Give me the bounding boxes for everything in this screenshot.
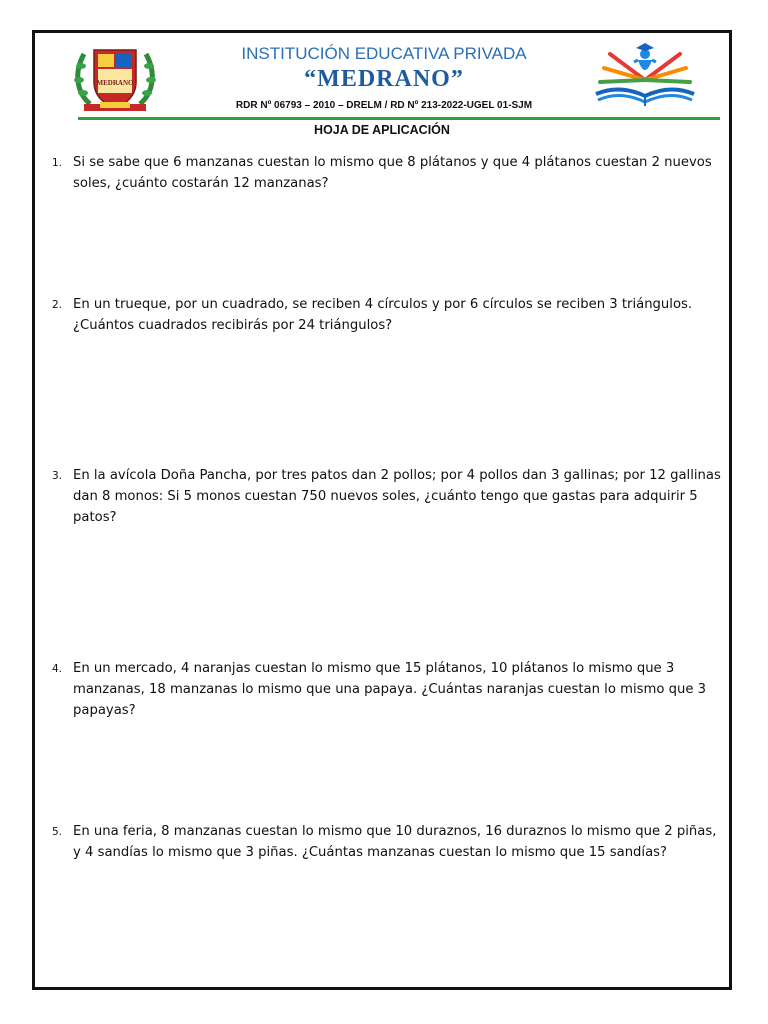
question-number: 4. xyxy=(52,663,63,675)
question-item xyxy=(52,465,722,528)
institution-type-heading: INSTITUCIÓN EDUCATIVA PRIVADA xyxy=(241,44,527,63)
question-number: 2. xyxy=(52,299,63,311)
question-text: En un trueque, por un cuadrado, se reciben 4 círculos y por 6 círculos se reciben 3 triángulos. ¿Cuántos cuadrados recibirás por 24 triángulos? xyxy=(73,297,693,333)
question-item xyxy=(52,821,722,863)
page-border-bottom-line xyxy=(35,987,729,988)
header-divider xyxy=(78,117,720,120)
question-item xyxy=(52,658,722,721)
question-text: Si se sabe que 6 manzanas cuestan lo mismo que 8 plátanos y que 4 plátanos cuestan 2 nuevos soles, ¿cuánto costarán 12 manzanas? xyxy=(73,155,712,191)
school-name-heading: “MEDRANO” xyxy=(304,66,464,92)
question-item xyxy=(52,152,722,194)
school-crest-logo xyxy=(70,44,160,114)
question-text: En un mercado, 4 naranjas cuestan lo mismo que 15 plátanos, 10 plátanos lo mismo que 3 manzanas, 18 manzanas lo mismo que una papaya. ¿Cuántas naranjas cuestan lo mismo que 3 papayas? xyxy=(73,661,707,718)
question-number: 5. xyxy=(52,826,63,838)
open-book-graduate-logo xyxy=(590,40,700,112)
question-number: 3. xyxy=(52,470,63,482)
question-text: En una feria, 8 manzanas cuestan lo mismo que 10 duraznos, 16 duraznos lo mismo que 2 piñas, y 4 sandías lo mismo que 3 piñas. ¿Cuántas manzanas cuestan lo mismo que 15 sandías? xyxy=(73,824,717,860)
question-text: En la avícola Doña Pancha, por tres patos dan 2 pollos; por 4 pollos dan 3 gallinas; por 12 gallinas dan 8 monos: Si 5 monos cuestan 750 nuevos soles, ¿cuánto tengo que gastas para adquirir 5 patos? xyxy=(73,468,721,525)
crest-text: MEDRANO xyxy=(96,79,134,87)
question-item xyxy=(52,294,722,336)
sheet-title: HOJA DE APLICACIÓN xyxy=(314,123,450,137)
resolution-line: RDR Nº 06793 – 2010 – DRELM / RD Nº 213-2022-UGEL 01-SJM xyxy=(235,100,533,111)
question-number: 1. xyxy=(52,157,63,169)
